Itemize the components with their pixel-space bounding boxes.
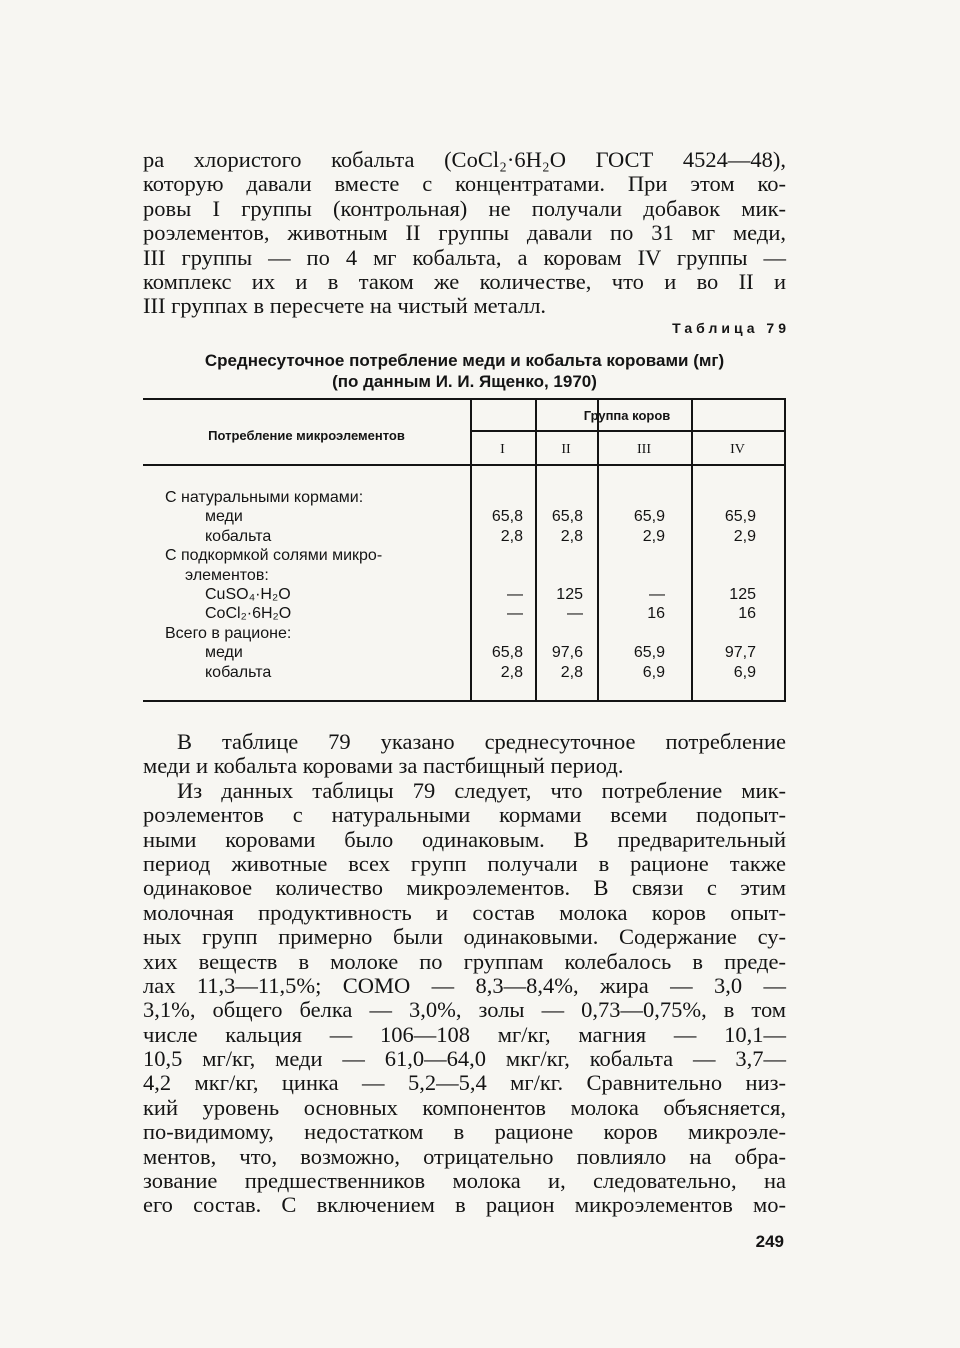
table-cell: 65,9 [633, 508, 665, 526]
table-cell: 65,8 [491, 508, 523, 526]
row-label: меди [205, 508, 243, 526]
column-header: I [500, 442, 505, 457]
table-cell: 2,9 [642, 527, 665, 545]
table-cell: 2,8 [560, 663, 583, 681]
text-line: одинаковое количество микроэлементов. В связи с этим [143, 875, 786, 901]
text-line: III группах в пересчете на чистый металл. [143, 293, 547, 319]
row-label: Всего в рационе: [165, 624, 292, 642]
text-line: В таблице 79 указано среднесуточное потребление [177, 729, 786, 754]
row-label: CoCl₂·6H₂O [205, 605, 292, 623]
column-header: II [561, 442, 571, 457]
row-label: С натуральными кормами: [165, 489, 364, 506]
text-line: ными коровами было одинаковым. В предварительный [143, 826, 786, 852]
text-line: которую давали вместе с концентратами. При этом ко- [143, 171, 786, 197]
text-line: ментов, что, возможно, отрицательно повлияло на обра- [143, 1143, 786, 1169]
text-line: 4,2 мкг/кг, цинка — 5,2—5,4 мг/кг. Сравнительно низ- [143, 1070, 786, 1096]
column-header: III [637, 442, 651, 457]
table-cell: — [567, 605, 583, 623]
table-cell: 125 [556, 586, 583, 603]
text-line: ровы I группы (контрольная) не получали добавок мик- [143, 195, 786, 221]
text-line: комплекс их и в таком же количестве, что и во II и [143, 268, 786, 294]
row-label: С подкормкой солями микро- [165, 547, 383, 565]
data-table [143, 398, 786, 702]
table-title-line: Среднесуточное потребление меди и кобальта коровами (мг) [204, 351, 725, 370]
row-label: CuSO₄·H₂O [205, 586, 291, 603]
row-label: меди [205, 644, 243, 662]
header-divider [470, 430, 784, 432]
paragraph-discussion [143, 730, 786, 1218]
row-label: кобальта [205, 527, 272, 545]
page-number: 249 [755, 1232, 784, 1251]
table-cell: 2,9 [733, 527, 756, 545]
column-header: IV [730, 442, 745, 457]
text-line: меди и кобальта коровами за пастбищный период. [143, 753, 624, 779]
table-number-label: Таблица 79 [672, 320, 790, 336]
text-line: ных групп примерно были одинаковыми. Содержание су- [143, 924, 786, 950]
table-cell: 65,8 [551, 508, 583, 526]
table-cell: — [649, 586, 665, 603]
text-line: лах 11,3—11,5%; СОМО — 8,3—8,4%, жира — 3,0 — [143, 972, 786, 998]
text-line: III группы — по 4 мг кобальта, а коровам IV группы — [143, 244, 786, 270]
paragraph-intro [143, 148, 786, 319]
text-line: кий уровень основных компонентов молока объясняется, [143, 1094, 786, 1120]
table-cell: 2,8 [560, 527, 583, 545]
row-label: элементов: [185, 566, 269, 584]
table-cell: 65,8 [491, 644, 523, 662]
table-cell: 6,9 [642, 663, 665, 681]
text-line: 3,1%, общего белка — 3,0%, золы — 0,73—0,75%, в том [143, 997, 786, 1023]
text-line: числе кальция — 106—108 мг/кг, магния — 10,1— [143, 1021, 786, 1047]
text-line: роэлементов, животным II группы давали по 31 мг меди, [143, 220, 786, 246]
table-cell: 65,9 [633, 644, 665, 662]
row-label: кобальта [205, 663, 272, 681]
table-cell: 6,9 [733, 663, 756, 681]
table-cell: — [507, 586, 523, 603]
group-header: Группа коров [583, 408, 671, 423]
text-line: 10,5 мг/кг, меди — 61,0—64,0 мкг/кг, кобальта — 3,7— [143, 1046, 786, 1072]
table-cell: 16 [738, 605, 756, 623]
table-cell: 2,8 [500, 527, 523, 545]
text-line: период животные всех групп получали в рационе также [143, 850, 786, 876]
table-cell: — [507, 605, 523, 623]
table-cell: 2,8 [500, 663, 523, 681]
table-cell: 97,6 [551, 644, 583, 662]
text-line: его состав. С включением в рацион микроэлементов мо- [143, 1192, 786, 1218]
text-line: роэлементов с натуральными кормами всеми подопыт- [143, 802, 786, 828]
table-cell: 97,7 [724, 644, 756, 662]
table-title-source: (по данным И. И. Ященко, 1970) [332, 372, 597, 391]
text-line: хих веществ в молоке по группам колебалось в преде- [143, 948, 786, 974]
table-cell: 65,9 [724, 508, 756, 526]
table-cell: 16 [647, 605, 665, 623]
text-line: Из данных таблицы 79 следует, что потребление мик- [177, 777, 786, 803]
text-line: ра хлористого кобальта (CoCl₂·6H₂O ГОСТ 4524—48), [143, 147, 786, 172]
text-line: по-видимому, недостатком в рационе коров микроэле- [143, 1119, 786, 1145]
text-line: молочная продуктивность и состав молока коров опыт- [143, 899, 786, 925]
table-cell: 125 [729, 586, 756, 603]
text-line: зование предшественников молока и, следовательно, на [143, 1168, 786, 1194]
table-title [143, 350, 786, 392]
header-bottom-rule [143, 464, 784, 466]
row-header: Потребление микроэлементов [208, 428, 405, 443]
